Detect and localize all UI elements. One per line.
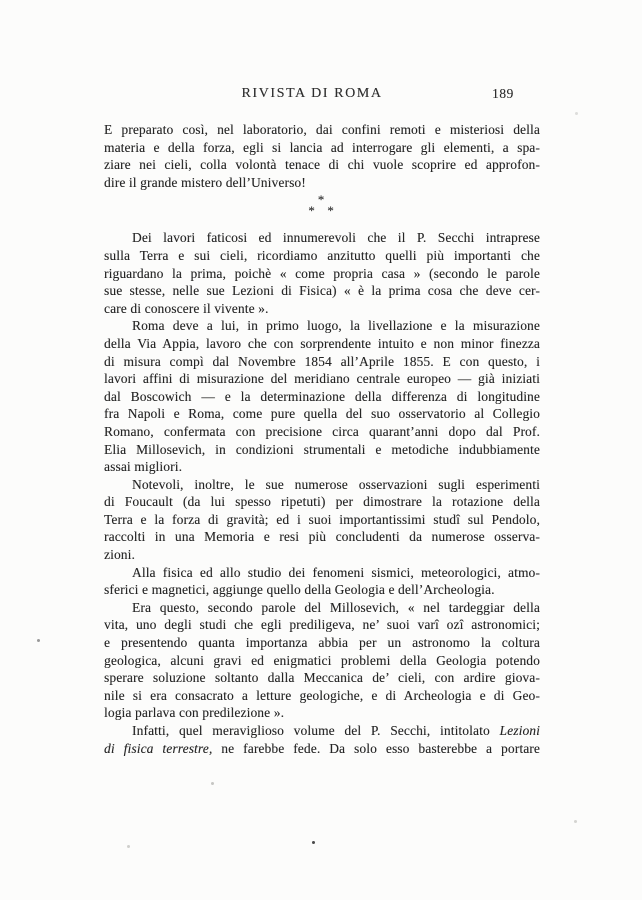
text-run: ne farebbe fede. Da solo esso basterebbe a portare: [212, 740, 540, 756]
text-line: [104, 581, 540, 599]
text-line: [104, 669, 540, 687]
scan-speck: [211, 782, 214, 785]
text-run: dire il grande mistero dell’Universo!: [104, 174, 306, 190]
page-number: 189: [492, 86, 514, 101]
text-run: Romano, confermata con precisione circa quarant’anni dopo dal Prof.: [104, 423, 540, 439]
text-line: [104, 476, 540, 494]
text-line: [104, 599, 540, 617]
text-line: [104, 388, 540, 406]
text-run: Alla fisica ed allo studio dei fenomeni sismici, meteorologici, atmo-: [132, 564, 540, 580]
text-line: [104, 156, 540, 174]
journal-title: RIVISTA DI ROMA: [241, 86, 383, 101]
text-line: [104, 511, 540, 529]
text-line: [104, 139, 540, 157]
text-run: sperare soluzione soltanto dalla Meccanica de’ cieli, con ardire giova-: [104, 670, 540, 686]
text-line: [104, 229, 540, 247]
text-run: Elia Millosevich, in condizioni strumentali e metodiche indubbiamente: [104, 441, 540, 457]
text-run: Era questo, secondo parole del Millosevich, « nel tardeggiar della: [132, 599, 540, 615]
scan-speck: [574, 820, 577, 823]
text-line: [104, 458, 540, 476]
text-line: [104, 493, 540, 511]
scan-speck: [575, 112, 578, 115]
text-run: di Foucault (da lui spesso ripetuti) per dimostrare la rotazione della: [104, 494, 540, 510]
text-run: geologica, alcuni gravi ed enigmatici problemi della Geologia potendo: [104, 652, 540, 668]
text-line: [104, 423, 540, 441]
text-line: [104, 441, 540, 459]
running-head: [104, 86, 540, 106]
scan-speck: [312, 841, 315, 844]
text-line: [104, 265, 540, 283]
text-run: care di conoscere il vivente ».: [104, 300, 269, 316]
body-text: [104, 121, 540, 757]
text-run: E preparato così, nel laboratorio, dai confini remoti e misteriosi della: [104, 122, 540, 137]
text-line: [104, 528, 540, 546]
text-run: materia e della forza, egli si lancia ad interrogare gli elementi, a spa-: [104, 139, 540, 155]
italic-text-run: Lezioni: [499, 723, 540, 738]
text-run: assai migliori.: [104, 459, 183, 475]
text-run: Roma deve a lui, in primo luogo, la livellazione e la misurazione: [132, 318, 540, 334]
text-line: [104, 652, 540, 670]
text-line: [104, 546, 540, 564]
text-line: [104, 353, 540, 371]
text-line: [104, 335, 540, 353]
scan-speck: [127, 845, 130, 848]
text-line: [104, 282, 540, 300]
text-run: dal Boscowich — e la determinazione della differenza di longitudine: [104, 388, 540, 404]
text-line: [104, 634, 540, 652]
text-run: riguardano la prima, poichè « come propria casa » (secondo le parole: [104, 265, 540, 281]
text-line: [104, 564, 540, 582]
text-run: sulla Terra e sui cieli, ricordiamo anzitutto quelli più importanti che: [104, 247, 540, 263]
text-run: vita, uno degli studi che egli prediligeva, ne’ suoi varî ozî astronomici;: [104, 617, 540, 633]
asterism-icon: *: [317, 192, 327, 208]
text-run: sferici e magnetici, aggiunge quello della Geologia e dell’Archeologia.: [104, 582, 495, 598]
text-line: [104, 687, 540, 705]
italic-text-run: di fisica terrestre,: [104, 740, 213, 756]
text-run: di misura compì dal Novembre 1854 all’Aprile 1855. E con questo, i: [104, 353, 540, 369]
text-run: e presentendo quanta importanza abbia per un astronomo la coltura: [104, 635, 540, 651]
text-line: [104, 405, 540, 423]
asterism-separator: [104, 191, 540, 229]
text-run: della Via Appia, lavoro che con sorprendente intuito e non minor finezza: [104, 335, 540, 351]
paragraph: [104, 121, 540, 191]
text-line: [104, 722, 540, 740]
asterism-icon: * *: [308, 203, 336, 219]
paragraph: [104, 229, 540, 317]
text-run: zioni.: [104, 547, 136, 563]
text-line: [104, 174, 540, 192]
text-run: nile si era consacrato a letture geologiche, e di Archeologia e di Geo-: [104, 687, 540, 703]
text-line: [104, 704, 540, 722]
text-line: [104, 317, 540, 335]
text-run: fra Napoli e Roma, come pure quella del suo osservatorio al Collegio: [104, 406, 540, 422]
text-run: Notevoli, inoltre, le sue numerose osservazioni sugli esperimenti: [132, 476, 540, 492]
text-run: lavori affini di misurazione del meridiano centrale europeo — già iniziati: [104, 371, 540, 387]
paragraph: [104, 722, 540, 757]
paragraph: [104, 317, 540, 475]
text-line: [104, 300, 540, 318]
text-run: sue stesse, nelle sue Lezioni di Fisica) « è la prima cosa che deve cer-: [104, 283, 540, 299]
text-line: [104, 370, 540, 388]
paragraph: [104, 476, 540, 564]
paragraph: [104, 564, 540, 599]
text-run: Infatti, quel meraviglioso volume del P. Secchi, intitolato: [132, 723, 500, 738]
text-run: logia parlava con predilezione ».: [104, 705, 285, 721]
text-run: Terra e la forza di gravità; ed i suoi importantissimi studî sul Pendolo,: [104, 511, 540, 527]
scan-speck: [37, 639, 40, 642]
text-line: [104, 616, 540, 634]
text-run: ziare nei cieli, colla volontà tenace di chi vuole scoprire ed approfon-: [104, 157, 540, 173]
text-run: Dei lavori faticosi ed innumerevoli che il P. Secchi intraprese: [132, 230, 540, 246]
text-run: raccolti in una Memoria e resi più concludenti da numerose osserva-: [104, 529, 540, 545]
text-line: [104, 247, 540, 265]
text-line: [104, 121, 540, 139]
paragraph: [104, 599, 540, 722]
text-line: [104, 740, 540, 758]
